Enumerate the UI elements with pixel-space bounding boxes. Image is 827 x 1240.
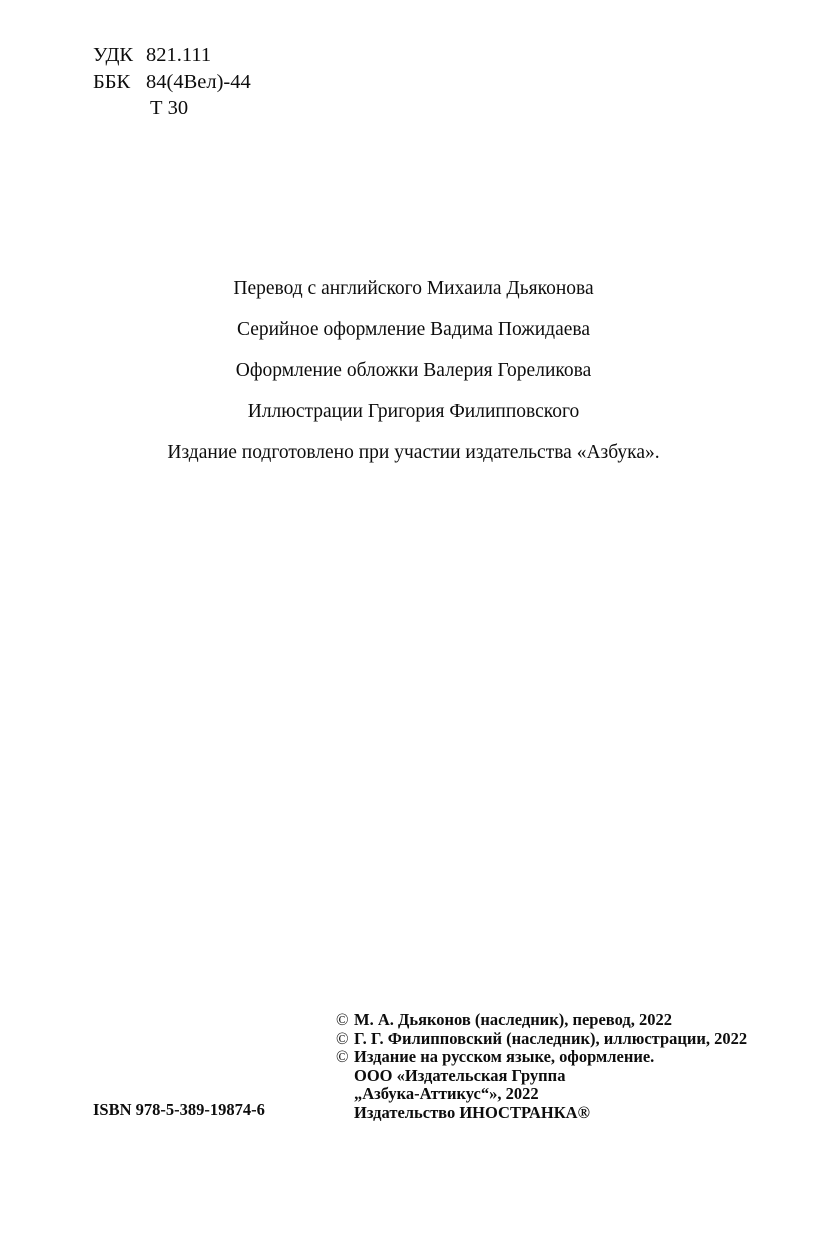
copyright-text-imprint-name: „Азбука-Аттикус“», 2022	[354, 1084, 539, 1104]
copyright-line-edition	[336, 1048, 747, 1067]
copyright-block	[336, 1011, 747, 1123]
udk-row	[93, 42, 251, 69]
classification-block	[93, 42, 251, 122]
credit-illustrations: Иллюстрации Григория Филипповского	[247, 401, 580, 422]
copyright-text-translation: М. А. Дьяконов (наследник), перевод, 2022	[354, 1010, 672, 1029]
copyright-text-edition: Издание на русском языке, оформление.	[354, 1047, 655, 1067]
bbk-value: 84(4Вел)-44	[146, 70, 251, 93]
copyright-text-publishing-house: Издательство ИНОСТРАНКА®	[354, 1102, 590, 1122]
copyright-icon: ©	[336, 1047, 349, 1067]
copyright-text-publisher-group: ООО «Издательская Группа	[354, 1065, 566, 1085]
credit-publisher-note: Издание подготовлено при участии издательства «Азбука».	[167, 442, 660, 463]
credit-series-design: Серийное оформление Вадима Пожидаева	[236, 319, 591, 340]
copyright-icon: ©	[336, 1028, 349, 1048]
udk-value: 821.111	[146, 44, 212, 66]
isbn-number: ISBN 978-5-389-19874-6	[93, 1100, 265, 1119]
credit-translator: Перевод с английского Михаила Дьяконова	[233, 278, 594, 299]
copyright-line-illustrations	[336, 1030, 747, 1049]
copyright-text-illustrations: Г. Г. Филипповский (наследник), иллюстрации, 2022	[354, 1028, 748, 1048]
credits-block	[0, 268, 827, 473]
bbk-row	[93, 69, 251, 96]
author-code: Т 30	[150, 97, 189, 119]
copyright-icon: ©	[336, 1010, 349, 1029]
credit-cover-design: Оформление обложки Валерия Гореликова	[235, 360, 592, 381]
copyright-line-translation	[336, 1011, 747, 1030]
udk-label: УДК	[93, 44, 134, 66]
bbk-label: ББК	[93, 70, 131, 93]
